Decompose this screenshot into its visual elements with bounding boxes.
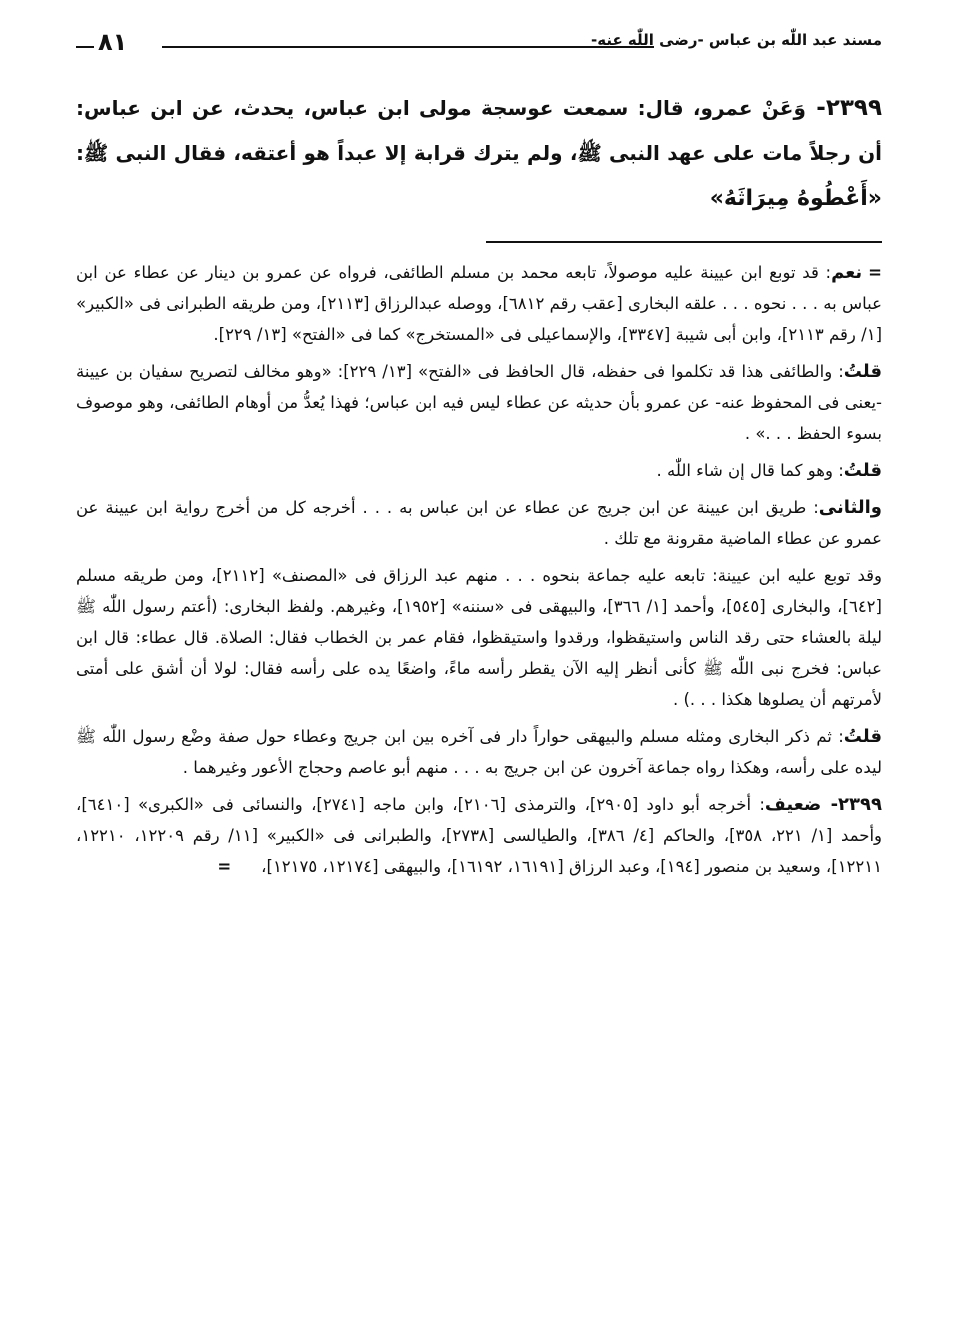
paragraph-text: : قد توبع ابن عيينة عليه موصولاً، تابعه محمد بن مسلم الطائفى، فرواه عن عمرو بن دينار عن عطاء عن ابن عباس به . . . نحوه . . . علقه البخارى [عقب رقم ٦٨١٢]، ووصله عبدالرزاق [٢١١٣]، ومن طريقه الطبرانى فى «الكبير» [١/ رقم ٢١١٣]، وابن أبى شيبة [٣٣٤٧]، والإسماعيلى فى «المستخرج» كما فى «الفتح» [١٣/ ٢٢٩]. (76, 262, 883, 344)
header-rule (162, 46, 654, 48)
footnote-separator (486, 241, 882, 243)
paragraph-lead: نعم (831, 261, 863, 283)
paragraph-text: : وهو كما قال إن شاء اللّٰه . (656, 460, 844, 480)
hadith-opening: وَعَنْ (761, 96, 806, 120)
footnote-paragraph (76, 455, 882, 486)
footnote-paragraph (76, 560, 882, 715)
paragraph-text: : والطائفى هذا قد تكلموا فى حفظه، قال الحافظ فى «الفتح» [١٣/ ٢٢٩]: «وهو مخالف لتصريح سفيان بن عيينة -يعنى فى المحفوظ عنه- عن عمرو بأن حديثه عن عطاء ليس فيه ابن عباس؛ فهذا يُعدُّ من أوهام الطائفى، وهو موصوف بسوء الحفظ . . .» . (76, 361, 882, 443)
book-title: مسند عبد اللّٰه بن عباس -رضى اللّٰه عنه- (591, 31, 882, 49)
continuation-mark: = (217, 856, 232, 876)
paragraph-lead: والثانى (818, 496, 882, 518)
page-number: ٨١ (98, 28, 128, 56)
paragraph-text: وقد توبع عليه ابن عيينة: تابعه عليه جماعة بنحوه . . . منهم عبد الرزاق فى «المصنف» [٢١١٢]، ومن طريقه مسلم [٦٤٢]، والبخارى [٥٤٥]، وأحمد [١/ ٣٦٦]، والبيهقى فى «سننه» [١٩٥٢]، وغيرهم. ولفظ البخارى: (أعتم رسول اللّٰه ﷺ ليلة بالعشاء حتى رقد الناس واستيقظوا، ورقدوا واستيقظوا، فقام عمر بن الخطاب فقال: الصلاة. قال عطاء: قال ابن عباس: فخرج نبى اللّٰه ﷺ كأنى أنظر إليه الآن يقطر رأسه ماءً، واضعًا يده على رأسه فقال: لولا أن أشق على أمتى لأمرتهم أن يصلوها هكذا . . .) . (76, 565, 882, 709)
footnote-paragraph (76, 356, 882, 449)
header-dash (76, 46, 94, 48)
footnote-paragraph (76, 721, 882, 783)
running-header (76, 28, 882, 68)
continuation-mark: = (868, 262, 882, 282)
footnote-paragraph (76, 492, 882, 554)
paragraph-lead: قلتُ (843, 459, 882, 481)
paragraph-lead: قلتُ (843, 360, 882, 382)
hadith-body: عمرو، قال: سمعت عوسجة مولى ابن عباس، يحدث، عن ابن عباس: أن رجلاً مات على عهد النبى ﷺ، ولم يترك قرابة إلا عبداً هو أعتقه، فقال النبى ﷺ: (76, 96, 882, 165)
paragraph-text: : طريق ابن عيينة عن ابن جريج عن عطاء عن ابن عباس به . . . أخرجه كل من أخرج رواية ابن عيينة عن عمرو عن عطاء الماضية مقرونة مع تلك . (76, 497, 882, 548)
paragraph-text: : ثم ذكر البخارى ومثله مسلم والبيهقى حواراً دار فى آخره بين ابن جريج وعطاء حول صفة وضْع رسول اللّٰه ﷺ ليده على رأسه، وهكذا رواه جماعة آخرون عن ابن جريج به . . . منهم أبو عاصم وحجاج الأعور وغيرهما . (76, 726, 882, 777)
footnote-paragraph (76, 789, 882, 882)
paragraph-lead: ٢٣٩٩- ضعيف (764, 793, 882, 815)
hadith-text (76, 86, 882, 221)
paragraph-text: : أخرجه أبو داود [٢٩٠٥]، والترمذى [٢١٠٦]، وابن ماجه [٢٧٤١]، والنسائى فى «الكبرى» [٦٤١٠]، وأحمد [١/ ٢٢١، ٣٥٨]، والحاكم [٤/ ٣٨٦]، والطيالسى [٢٧٣٨]، والطبرانى فى «الكبير» [١١/ رقم ١٢٢٠٩، ١٢٢١٠، ١٢٢١١]، وسعيد بن منصور [١٩٤]، وعبد الرزاق [١٦١٩١، ١٦١٩٢]، والبيهقى [١٢١٧٤، ١٢١٧٥]، (76, 794, 883, 876)
footnote-paragraph (76, 257, 882, 350)
hadith-number: ٢٣٩٩- (805, 95, 882, 121)
footnotes (76, 257, 882, 882)
paragraph-lead: قلتُ (843, 725, 882, 747)
page (76, 28, 882, 888)
hadith-quote: «أَعْطُوهُ مِيرَاثَهُ» (709, 186, 882, 211)
